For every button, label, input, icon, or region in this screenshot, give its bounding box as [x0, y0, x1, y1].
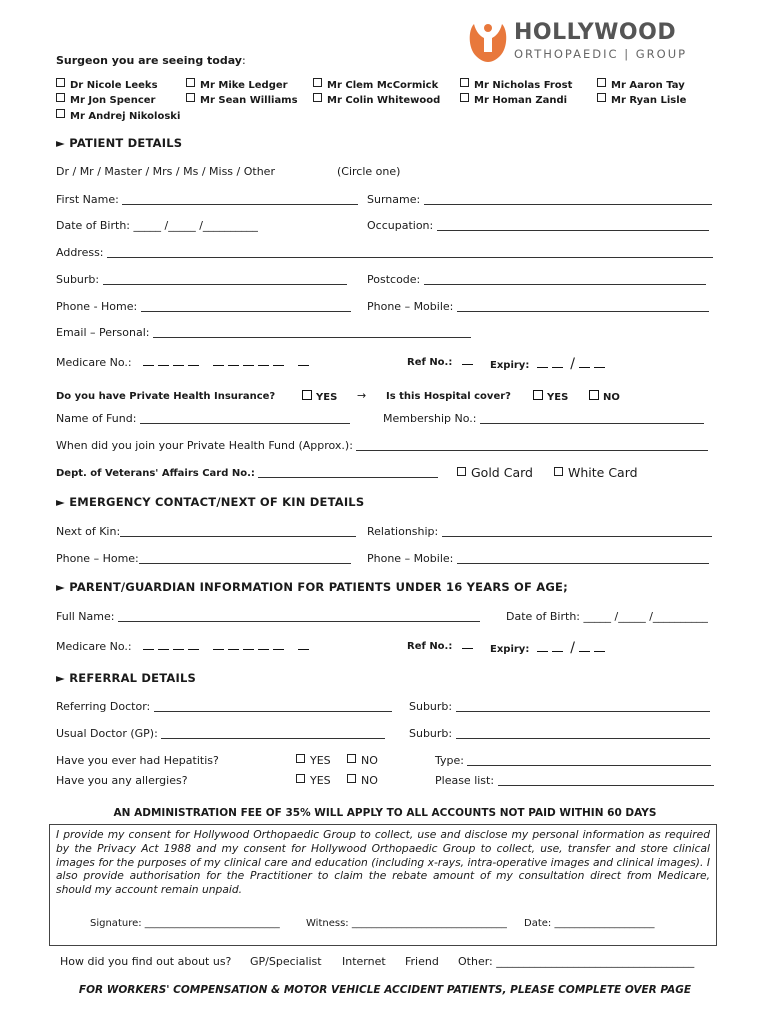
checkbox-icon[interactable] [460, 93, 469, 102]
expiry-field[interactable] [490, 356, 609, 372]
nok-phone-mobile-label: Phone – Mobile: [367, 552, 454, 565]
surgeon-label: Mr Homan Zandi [474, 95, 568, 106]
found-us-other[interactable]: Other: ____________________________________ [458, 955, 695, 968]
checkbox-icon[interactable] [186, 78, 195, 87]
referral-heading: ► REFERRAL DETAILS [56, 671, 196, 685]
logo-sub1: ORTHOPAEDIC [514, 47, 619, 61]
surgeon-option-mccormick[interactable] [313, 78, 438, 91]
hospital-cover-yes[interactable] [533, 390, 568, 403]
signature-field[interactable]: Signature: ___________________________ [90, 918, 280, 929]
email-label: Email – Personal: [56, 326, 150, 339]
nok-phone-home-field[interactable] [56, 552, 351, 565]
surgeon-label: Mr Jon Spencer [70, 95, 156, 106]
surgeon-heading-colon: : [241, 54, 246, 67]
guardian-expiry-slash: / [570, 640, 576, 656]
surgeon-label: Mr Ryan Lisle [611, 95, 687, 106]
checkbox-icon[interactable] [56, 78, 65, 87]
title-options[interactable]: Dr / Mr / Master / Mrs / Ms / Miss / Other [56, 165, 275, 178]
logo-name: HOLLYWOOD [514, 20, 677, 45]
checkbox-icon[interactable] [597, 93, 606, 102]
address-field[interactable] [56, 246, 713, 259]
hepatitis-yes-label: YES [310, 754, 331, 767]
gold-card-option[interactable] [457, 465, 533, 480]
checkbox-icon[interactable] [56, 109, 65, 118]
join-date-field[interactable] [56, 439, 708, 452]
guardian-medicare-field[interactable] [56, 640, 313, 653]
surgeon-label: Mr Sean Williams [200, 95, 298, 106]
checkbox-icon[interactable] [589, 390, 599, 400]
dva-label: Dept. of Veterans' Affairs Card No.: [56, 468, 255, 479]
hepatitis-type-field[interactable] [435, 754, 711, 767]
logo-sub2: GROUP [635, 47, 688, 61]
surgeon-label: Mr Nicholas Frost [474, 80, 573, 91]
referring-suburb-field[interactable] [409, 700, 710, 713]
allergies-yes[interactable] [296, 774, 331, 787]
surgeon-option-spencer[interactable] [56, 93, 155, 106]
found-us-friend[interactable]: Friend [405, 955, 439, 968]
expiry-slash: / [570, 356, 576, 372]
ref-no-field[interactable] [407, 356, 477, 368]
hepatitis-no-label: NO [361, 754, 378, 767]
checkbox-icon[interactable] [56, 93, 65, 102]
checkbox-icon[interactable] [457, 467, 466, 476]
allergies-yes-label: YES [310, 774, 331, 787]
medicare-label: Medicare No.: [56, 356, 132, 369]
logo-mark-icon [466, 18, 510, 64]
surgeon-heading [56, 54, 246, 67]
join-date-label: When did you join your Private Health Fund (Approx.): [56, 439, 353, 452]
private-insurance-question: Do you have Private Health Insurance? [56, 391, 276, 402]
occupation-field[interactable] [367, 219, 709, 232]
checkbox-icon[interactable] [347, 754, 356, 763]
hospital-cover-question: Is this Hospital cover? [386, 391, 511, 402]
surgeon-option-zandi[interactable] [460, 93, 567, 106]
suburb-field[interactable] [56, 273, 347, 286]
suburb-label: Suburb: [56, 273, 100, 286]
hepatitis-no[interactable] [347, 754, 378, 767]
surname-field[interactable] [367, 193, 712, 206]
guardian-expiry-label: Expiry: [490, 644, 530, 655]
dob-field[interactable]: Date of Birth: _____ /_____ /__________ [56, 219, 258, 232]
postcode-label: Postcode: [367, 273, 421, 286]
guardian-name-field[interactable] [56, 610, 480, 623]
guardian-ref-field[interactable] [407, 640, 477, 652]
phone-mobile-label: Phone – Mobile: [367, 300, 454, 313]
fund-name-label: Name of Fund: [56, 412, 137, 425]
logo [466, 18, 716, 66]
next-of-kin-label: Next of Kin: [56, 525, 121, 538]
surgeon-heading-text: Surgeon you are seeing today [56, 54, 242, 67]
checkbox-icon[interactable] [460, 78, 469, 87]
patient-details-heading: ► PATIENT DETAILS [56, 136, 183, 150]
hospital-cover-no[interactable] [589, 390, 620, 403]
admin-fee-notice: AN ADMINISTRATION FEE OF 35% WILL APPLY TO ALL ACCOUNTS NOT PAID WITHIN 60 DAYS [113, 807, 657, 819]
relationship-label: Relationship: [367, 525, 439, 538]
checkbox-icon[interactable] [313, 78, 322, 87]
surgeon-label: Dr Nicole Leeks [70, 80, 158, 91]
usual-suburb-field[interactable] [409, 727, 710, 740]
address-label: Address: [56, 246, 104, 259]
email-field[interactable] [56, 326, 471, 339]
referring-doctor-label: Referring Doctor: [56, 700, 151, 713]
hospital-cover-no-label: NO [603, 392, 620, 403]
allergies-list-field[interactable] [435, 774, 714, 787]
surgeon-option-tay[interactable] [597, 78, 685, 91]
membership-field[interactable] [383, 412, 704, 425]
surgeon-option-leeks[interactable] [56, 78, 158, 91]
usual-suburb-label: Suburb: [409, 727, 453, 740]
allergies-question: Have you any allergies? [56, 774, 188, 787]
membership-label: Membership No.: [383, 412, 477, 425]
postcode-field[interactable] [367, 273, 706, 286]
hepatitis-question: Have you ever had Hepatitis? [56, 754, 219, 767]
hepatitis-type-label: Type: [435, 754, 464, 767]
first-name-label: First Name: [56, 193, 119, 206]
date-field[interactable]: Date: ____________________ [524, 918, 655, 929]
checkbox-icon[interactable] [597, 78, 606, 87]
surgeon-label: Mr Clem McCormick [327, 80, 439, 91]
emergency-heading: ► EMERGENCY CONTACT/NEXT OF KIN DETAILS [56, 495, 365, 509]
gold-card-label: Gold Card [471, 465, 533, 480]
found-us-internet[interactable]: Internet [342, 955, 386, 968]
surgeon-option-lisle[interactable] [597, 93, 686, 106]
consent-box [49, 824, 717, 946]
allergies-no-label: NO [361, 774, 378, 787]
white-card-label: White Card [568, 465, 638, 480]
surgeon-option-frost[interactable] [460, 78, 572, 91]
hepatitis-yes[interactable] [296, 754, 331, 767]
surgeon-option-williams[interactable] [186, 93, 298, 106]
nok-phone-home-label: Phone – Home: [56, 552, 139, 565]
surgeon-option-ledger[interactable] [186, 78, 288, 91]
hospital-cover-yes-label: YES [547, 392, 569, 403]
witness-field[interactable]: Witness: _______________________________ [306, 918, 507, 929]
surgeon-option-whitewood[interactable] [313, 93, 440, 106]
consent-text: I provide my consent for Hollywood Orthopaedic Group to collect, use and disclose my personal information as required by the Privacy Act 1988 and my consent for Hollywood Orthopaedic Group to collect, use, transfer and store clinical images for the purposes of my clinical care and education (including x-rays, intra-operative images and clinical images). I also provide authorisation for the Practitioner to claim the rebate amount of my consultation direct from Medicare, should my account remain unpaid. [56, 828, 710, 897]
guardian-medicare-label: Medicare No.: [56, 640, 132, 653]
surgeon-label: Mr Andrej Nikoloski [70, 111, 181, 122]
checkbox-icon[interactable] [296, 774, 305, 783]
phone-home-field[interactable] [56, 300, 351, 313]
checkbox-icon[interactable] [296, 754, 305, 763]
surgeon-option-nikoloski[interactable] [56, 109, 180, 122]
expiry-label: Expiry: [490, 360, 530, 371]
allergies-no[interactable] [347, 774, 378, 787]
guardian-expiry-field[interactable] [490, 640, 609, 656]
first-name-field[interactable] [56, 193, 358, 206]
checkbox-icon[interactable] [347, 774, 356, 783]
footer-note: FOR WORKERS' COMPENSATION & MOTOR VEHICLE ACCIDENT PATIENTS, PLEASE COMPLETE OVER PAGE [78, 984, 692, 996]
nok-phone-mobile-field[interactable] [367, 552, 709, 565]
medicare-field[interactable] [56, 356, 313, 369]
checkbox-icon[interactable] [554, 467, 563, 476]
private-insurance-yes[interactable] [302, 390, 337, 403]
allergies-list-label: Please list: [435, 774, 495, 787]
phone-mobile-field[interactable] [367, 300, 709, 313]
private-insurance-yes-label: YES [316, 392, 338, 403]
ref-no-label: Ref No.: [407, 357, 453, 368]
arrow-icon: → [357, 389, 367, 402]
guardian-heading: ► PARENT/GUARDIAN INFORMATION FOR PATIENTS UNDER 16 YEARS OF AGE; [56, 580, 568, 594]
referring-suburb-label: Suburb: [409, 700, 453, 713]
guardian-name-label: Full Name: [56, 610, 115, 623]
phone-home-label: Phone - Home: [56, 300, 138, 313]
usual-doctor-label: Usual Doctor (GP): [56, 727, 158, 740]
fund-name-field[interactable] [56, 412, 350, 425]
surgeon-label: Mr Colin Whitewood [327, 95, 441, 106]
checkbox-icon[interactable] [313, 93, 322, 102]
surgeon-label: Mr Mike Ledger [200, 80, 288, 91]
dva-field[interactable] [56, 467, 438, 479]
white-card-option[interactable] [554, 465, 638, 480]
next-of-kin-field[interactable] [56, 525, 356, 538]
logo-subtitle: ORTHOPAEDIC | GROUP [514, 47, 688, 61]
usual-doctor-field[interactable] [56, 727, 385, 740]
checkbox-icon[interactable] [302, 390, 312, 400]
surname-label: Surname: [367, 193, 421, 206]
checkbox-icon[interactable] [533, 390, 543, 400]
guardian-ref-label: Ref No.: [407, 641, 453, 652]
checkbox-icon[interactable] [186, 93, 195, 102]
surgeon-label: Mr Aaron Tay [611, 80, 685, 91]
found-us-question: How did you find out about us? [60, 955, 232, 968]
circle-one-note: (Circle one) [337, 165, 401, 178]
guardian-dob-field[interactable]: Date of Birth: _____ /_____ /__________ [506, 610, 708, 623]
found-us-gp[interactable]: GP/Specialist [250, 955, 322, 968]
relationship-field[interactable] [367, 525, 712, 538]
referring-doctor-field[interactable] [56, 700, 392, 713]
occupation-label: Occupation: [367, 219, 434, 232]
